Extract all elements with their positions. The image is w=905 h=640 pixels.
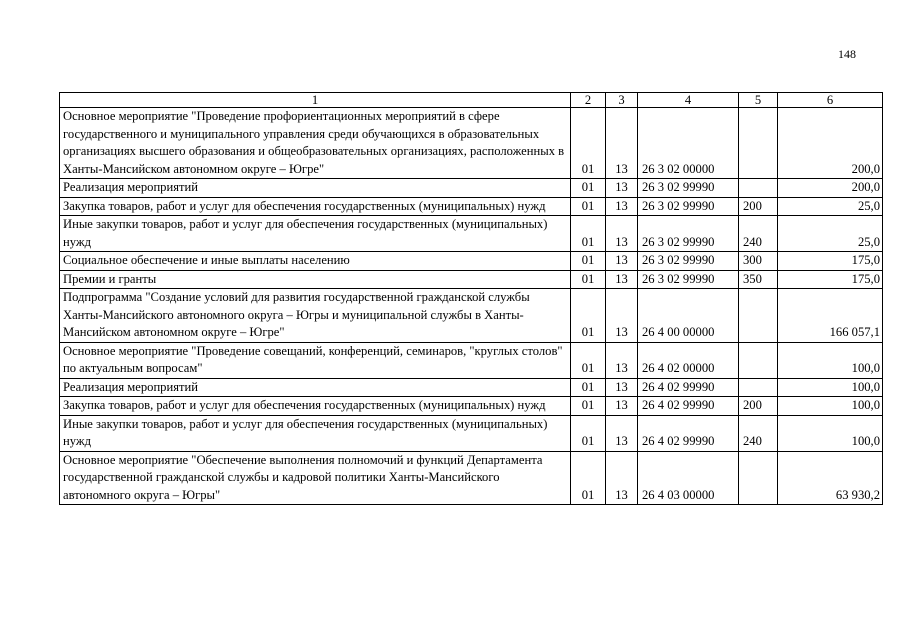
header-col-5: 5 <box>739 93 778 108</box>
row-target-code-cell: 26 3 02 99990 <box>638 197 739 216</box>
row-target-code-cell: 26 4 02 99990 <box>638 415 739 451</box>
row-target-code-cell: 26 4 02 99990 <box>638 397 739 416</box>
row-amount-cell: 175,0 <box>778 270 883 289</box>
page-number: 148 <box>838 47 856 61</box>
row-name-cell: Закупка товаров, работ и услуг для обеспечения государственных (муниципальных) нужд <box>60 197 571 216</box>
header-col-6: 6 <box>778 93 883 108</box>
table-row <box>60 342 883 378</box>
row-section-cell: 01 <box>571 252 606 271</box>
header-col-4: 4 <box>638 93 739 108</box>
row-subsection-cell: 13 <box>606 342 638 378</box>
row-expense-type-cell: 200 <box>739 397 778 416</box>
row-target-code-cell: 26 3 02 99990 <box>638 252 739 271</box>
row-subsection-cell: 13 <box>606 252 638 271</box>
table-row <box>60 415 883 451</box>
row-target-code-cell: 26 3 02 99990 <box>638 270 739 289</box>
row-name-cell: Закупка товаров, работ и услуг для обеспечения государственных (муниципальных) нужд <box>60 397 571 416</box>
row-subsection-cell: 13 <box>606 397 638 416</box>
row-section-cell: 01 <box>571 197 606 216</box>
row-amount-cell: 100,0 <box>778 397 883 416</box>
header-row <box>60 93 883 108</box>
header-col-2: 2 <box>571 93 606 108</box>
row-amount-cell: 166 057,1 <box>778 289 883 343</box>
header-col-1: 1 <box>60 93 571 108</box>
table-row <box>60 270 883 289</box>
row-target-code-cell: 26 3 02 99990 <box>638 216 739 252</box>
row-expense-type-cell <box>739 378 778 397</box>
row-section-cell: 01 <box>571 451 606 505</box>
table-row <box>60 451 883 505</box>
table-row <box>60 397 883 416</box>
row-name-cell: Социальное обеспечение и иные выплаты населению <box>60 252 571 271</box>
row-expense-type-cell: 200 <box>739 197 778 216</box>
row-expense-type-cell <box>739 108 778 179</box>
table-row <box>60 179 883 198</box>
row-target-code-cell: 26 4 02 99990 <box>638 378 739 397</box>
row-name-cell: Иные закупки товаров, работ и услуг для обеспечения государственных (муниципальных) нужд <box>60 216 571 252</box>
budget-table <box>59 92 883 505</box>
row-section-cell: 01 <box>571 342 606 378</box>
row-section-cell: 01 <box>571 289 606 343</box>
row-section-cell: 01 <box>571 216 606 252</box>
row-expense-type-cell: 240 <box>739 216 778 252</box>
row-target-code-cell: 26 4 00 00000 <box>638 289 739 343</box>
table-row <box>60 252 883 271</box>
header-col-3: 3 <box>606 93 638 108</box>
row-name-cell: Подпрограмма "Создание условий для развития государственной гражданской службы Ханты-Мансийского автономного округа – Югры и муниципальной службы в Ханты-Мансийском автономном округе – Югре" <box>60 289 571 343</box>
row-section-cell: 01 <box>571 378 606 397</box>
row-amount-cell: 25,0 <box>778 216 883 252</box>
row-section-cell: 01 <box>571 108 606 179</box>
row-subsection-cell: 13 <box>606 270 638 289</box>
row-section-cell: 01 <box>571 415 606 451</box>
row-subsection-cell: 13 <box>606 451 638 505</box>
row-target-code-cell: 26 3 02 99990 <box>638 179 739 198</box>
row-name-cell: Реализация мероприятий <box>60 378 571 397</box>
row-subsection-cell: 13 <box>606 216 638 252</box>
row-target-code-cell: 26 3 02 00000 <box>638 108 739 179</box>
row-name-cell: Основное мероприятие "Обеспечение выполнения полномочий и функций Департамента государственной гражданской службы и кадровой политики Ханты-Мансийского автономного округа – Югры" <box>60 451 571 505</box>
row-section-cell: 01 <box>571 397 606 416</box>
row-target-code-cell: 26 4 03 00000 <box>638 451 739 505</box>
row-name-cell: Основное мероприятие "Проведение профориентационных мероприятий в сфере государственного и муниципального управления среди обучающихся в образовательных организациях высшего образования и общеобразовательных организациях, расположенных в Ханты-Мансийском автономном округе – Югре" <box>60 108 571 179</box>
table-row <box>60 289 883 343</box>
row-amount-cell: 200,0 <box>778 108 883 179</box>
row-subsection-cell: 13 <box>606 108 638 179</box>
table-row <box>60 216 883 252</box>
row-amount-cell: 175,0 <box>778 252 883 271</box>
row-amount-cell: 25,0 <box>778 197 883 216</box>
row-amount-cell: 100,0 <box>778 378 883 397</box>
row-expense-type-cell <box>739 342 778 378</box>
table-row <box>60 378 883 397</box>
row-name-cell: Иные закупки товаров, работ и услуг для обеспечения государственных (муниципальных) нужд <box>60 415 571 451</box>
row-subsection-cell: 13 <box>606 378 638 397</box>
row-amount-cell: 100,0 <box>778 342 883 378</box>
row-name-cell: Основное мероприятие "Проведение совещаний, конференций, семинаров, "круглых столов" по актуальным вопросам" <box>60 342 571 378</box>
table-row <box>60 197 883 216</box>
row-section-cell: 01 <box>571 270 606 289</box>
row-target-code-cell: 26 4 02 00000 <box>638 342 739 378</box>
row-subsection-cell: 13 <box>606 289 638 343</box>
row-amount-cell: 63 930,2 <box>778 451 883 505</box>
row-amount-cell: 100,0 <box>778 415 883 451</box>
row-expense-type-cell: 350 <box>739 270 778 289</box>
row-expense-type-cell: 240 <box>739 415 778 451</box>
row-subsection-cell: 13 <box>606 179 638 198</box>
table-row <box>60 108 883 179</box>
row-amount-cell: 200,0 <box>778 179 883 198</box>
row-section-cell: 01 <box>571 179 606 198</box>
row-expense-type-cell <box>739 179 778 198</box>
row-expense-type-cell: 300 <box>739 252 778 271</box>
row-name-cell: Премии и гранты <box>60 270 571 289</box>
row-subsection-cell: 13 <box>606 197 638 216</box>
row-subsection-cell: 13 <box>606 415 638 451</box>
row-expense-type-cell <box>739 451 778 505</box>
row-name-cell: Реализация мероприятий <box>60 179 571 198</box>
row-expense-type-cell <box>739 289 778 343</box>
